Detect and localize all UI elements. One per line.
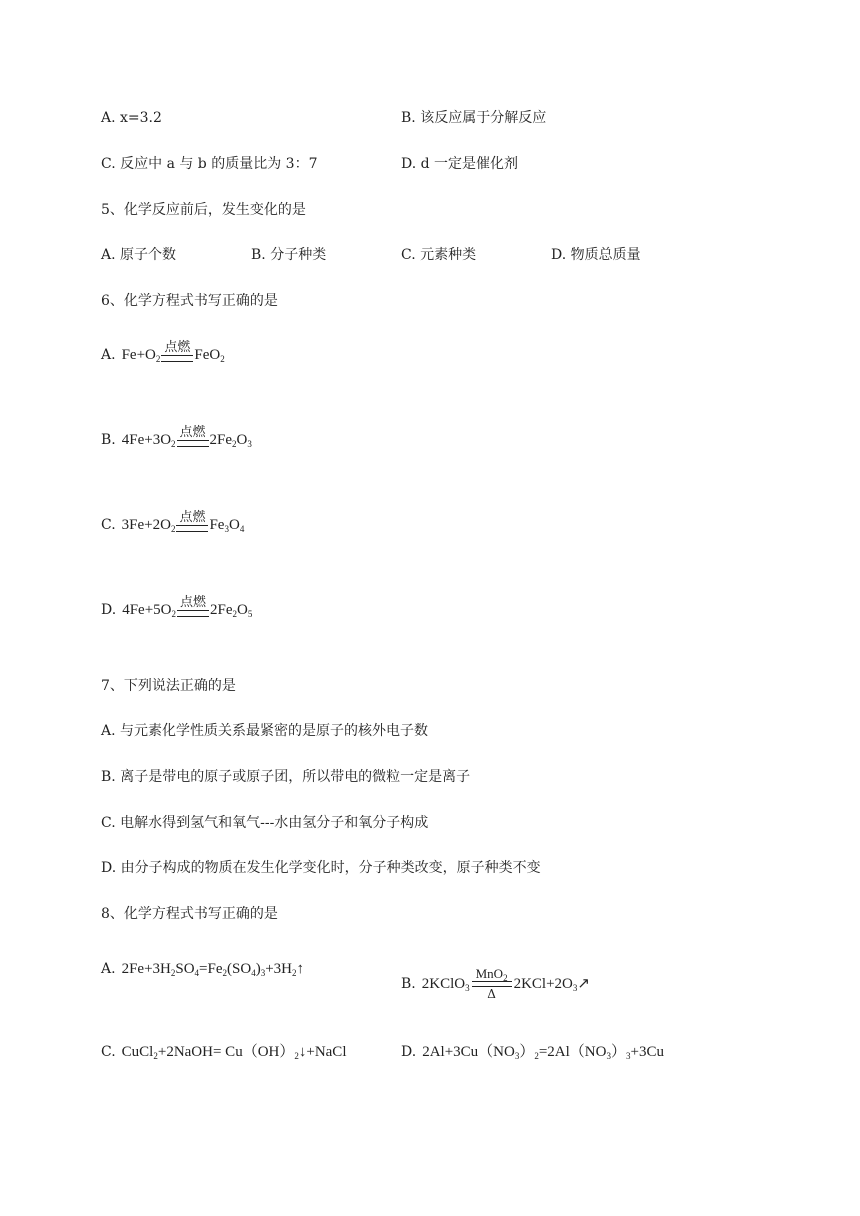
q7-option-a: A. 与元素化学性质关系最紧密的是原子的核外电子数 (101, 723, 429, 739)
q7-option-c: C. 电解水得到氢气和氧气---水由氢分子和氧分子构成 (101, 815, 429, 831)
q4-option-b: B. 该反应属于分解反应 (401, 110, 547, 126)
option-label: B. (401, 976, 416, 992)
reaction-condition: 点燃 (176, 511, 208, 532)
q7-option-b: B. 离子是带电的原子或原子团，所以带电的微粒一定是离子 (101, 769, 471, 785)
q5-stem: 5、化学反应前后，发生变化的是 (101, 202, 306, 218)
q6-option-b (101, 425, 252, 449)
q5-option-c: C. 元素种类 (401, 247, 477, 263)
q6-option-c (101, 510, 245, 534)
reaction-condition: 点燃 (177, 426, 209, 447)
q4-option-a: A. x=3.2 (101, 110, 162, 126)
equation-b-reactants: 2KClO$_3$ (421, 976, 470, 993)
reaction-condition: 点燃 (161, 341, 193, 362)
equals-sign (177, 610, 209, 617)
equation-b-products: $2KCl+2O_3↗$ (513, 976, 590, 993)
q6-option-d (101, 595, 253, 619)
q5-option-d: D. 物质总质量 (551, 247, 641, 263)
q8-option-d (401, 1043, 664, 1061)
q6-option-a (101, 340, 225, 364)
equation-products: FeO$_2$ (194, 347, 225, 364)
equation-reactants: $4Fe+5O_2$ (122, 602, 176, 619)
option-label: B. (101, 432, 116, 448)
equation-reactants: $3Fe+2O_2$ (121, 517, 176, 534)
option-label: C. (101, 1044, 116, 1060)
q5-option-a: A. 原子个数 (101, 247, 177, 263)
option-label: A. (101, 961, 116, 977)
q7-option-d: D. 由分子构成的物质在发生化学变化时，分子种类改变，原子种类不变 (101, 860, 541, 876)
equation-products: $2Fe_2O_3$ (209, 432, 252, 449)
q7-stem: 7、下列说法正确的是 (101, 678, 236, 694)
option-label: A. (101, 347, 116, 363)
q8-option-a (101, 960, 304, 978)
q4-option-c: C. 反应中 a 与 b 的质量比为 3：7 (101, 156, 318, 172)
equation-reactants: $4Fe+3O_2$ (121, 432, 176, 449)
option-label: D. (101, 602, 117, 618)
equals-sign (177, 440, 209, 447)
q5-option-b: B. 分子种类 (251, 247, 327, 263)
equation-products: $2Fe_2O_5$ (209, 602, 253, 619)
equals-sign (161, 355, 193, 362)
equation-d: $2Al+3Cu(NO_3)_2=2Al(NO_3)_3+3Cu$ (422, 1044, 664, 1061)
equation-a: $2Fe+3H_2SO_4=Fe_2(SO_4)_3+3H_2↑$ (121, 961, 304, 978)
q4-option-d: D. d 一定是催化剂 (401, 156, 519, 172)
reaction-condition: MnO$_2$ Δ (472, 967, 512, 1001)
option-label: D. (401, 1044, 417, 1060)
option-label: C. (101, 517, 116, 533)
q8-stem: 8、化学方程式书写正确的是 (101, 906, 278, 922)
equation-reactants: $Fe+O_2$ (121, 347, 161, 364)
equals-sign (176, 525, 208, 532)
q8-option-c (101, 1043, 346, 1061)
reaction-condition: 点燃 (177, 596, 209, 617)
equation-products: $Fe_3O_4$ (209, 517, 245, 534)
q6-stem: 6、化学方程式书写正确的是 (101, 293, 278, 309)
q8-option-b (401, 955, 590, 1001)
equation-c: CuCl$_2$+2NaOH= $Cu(OH)_2↓+NaCl$ (121, 1044, 347, 1061)
